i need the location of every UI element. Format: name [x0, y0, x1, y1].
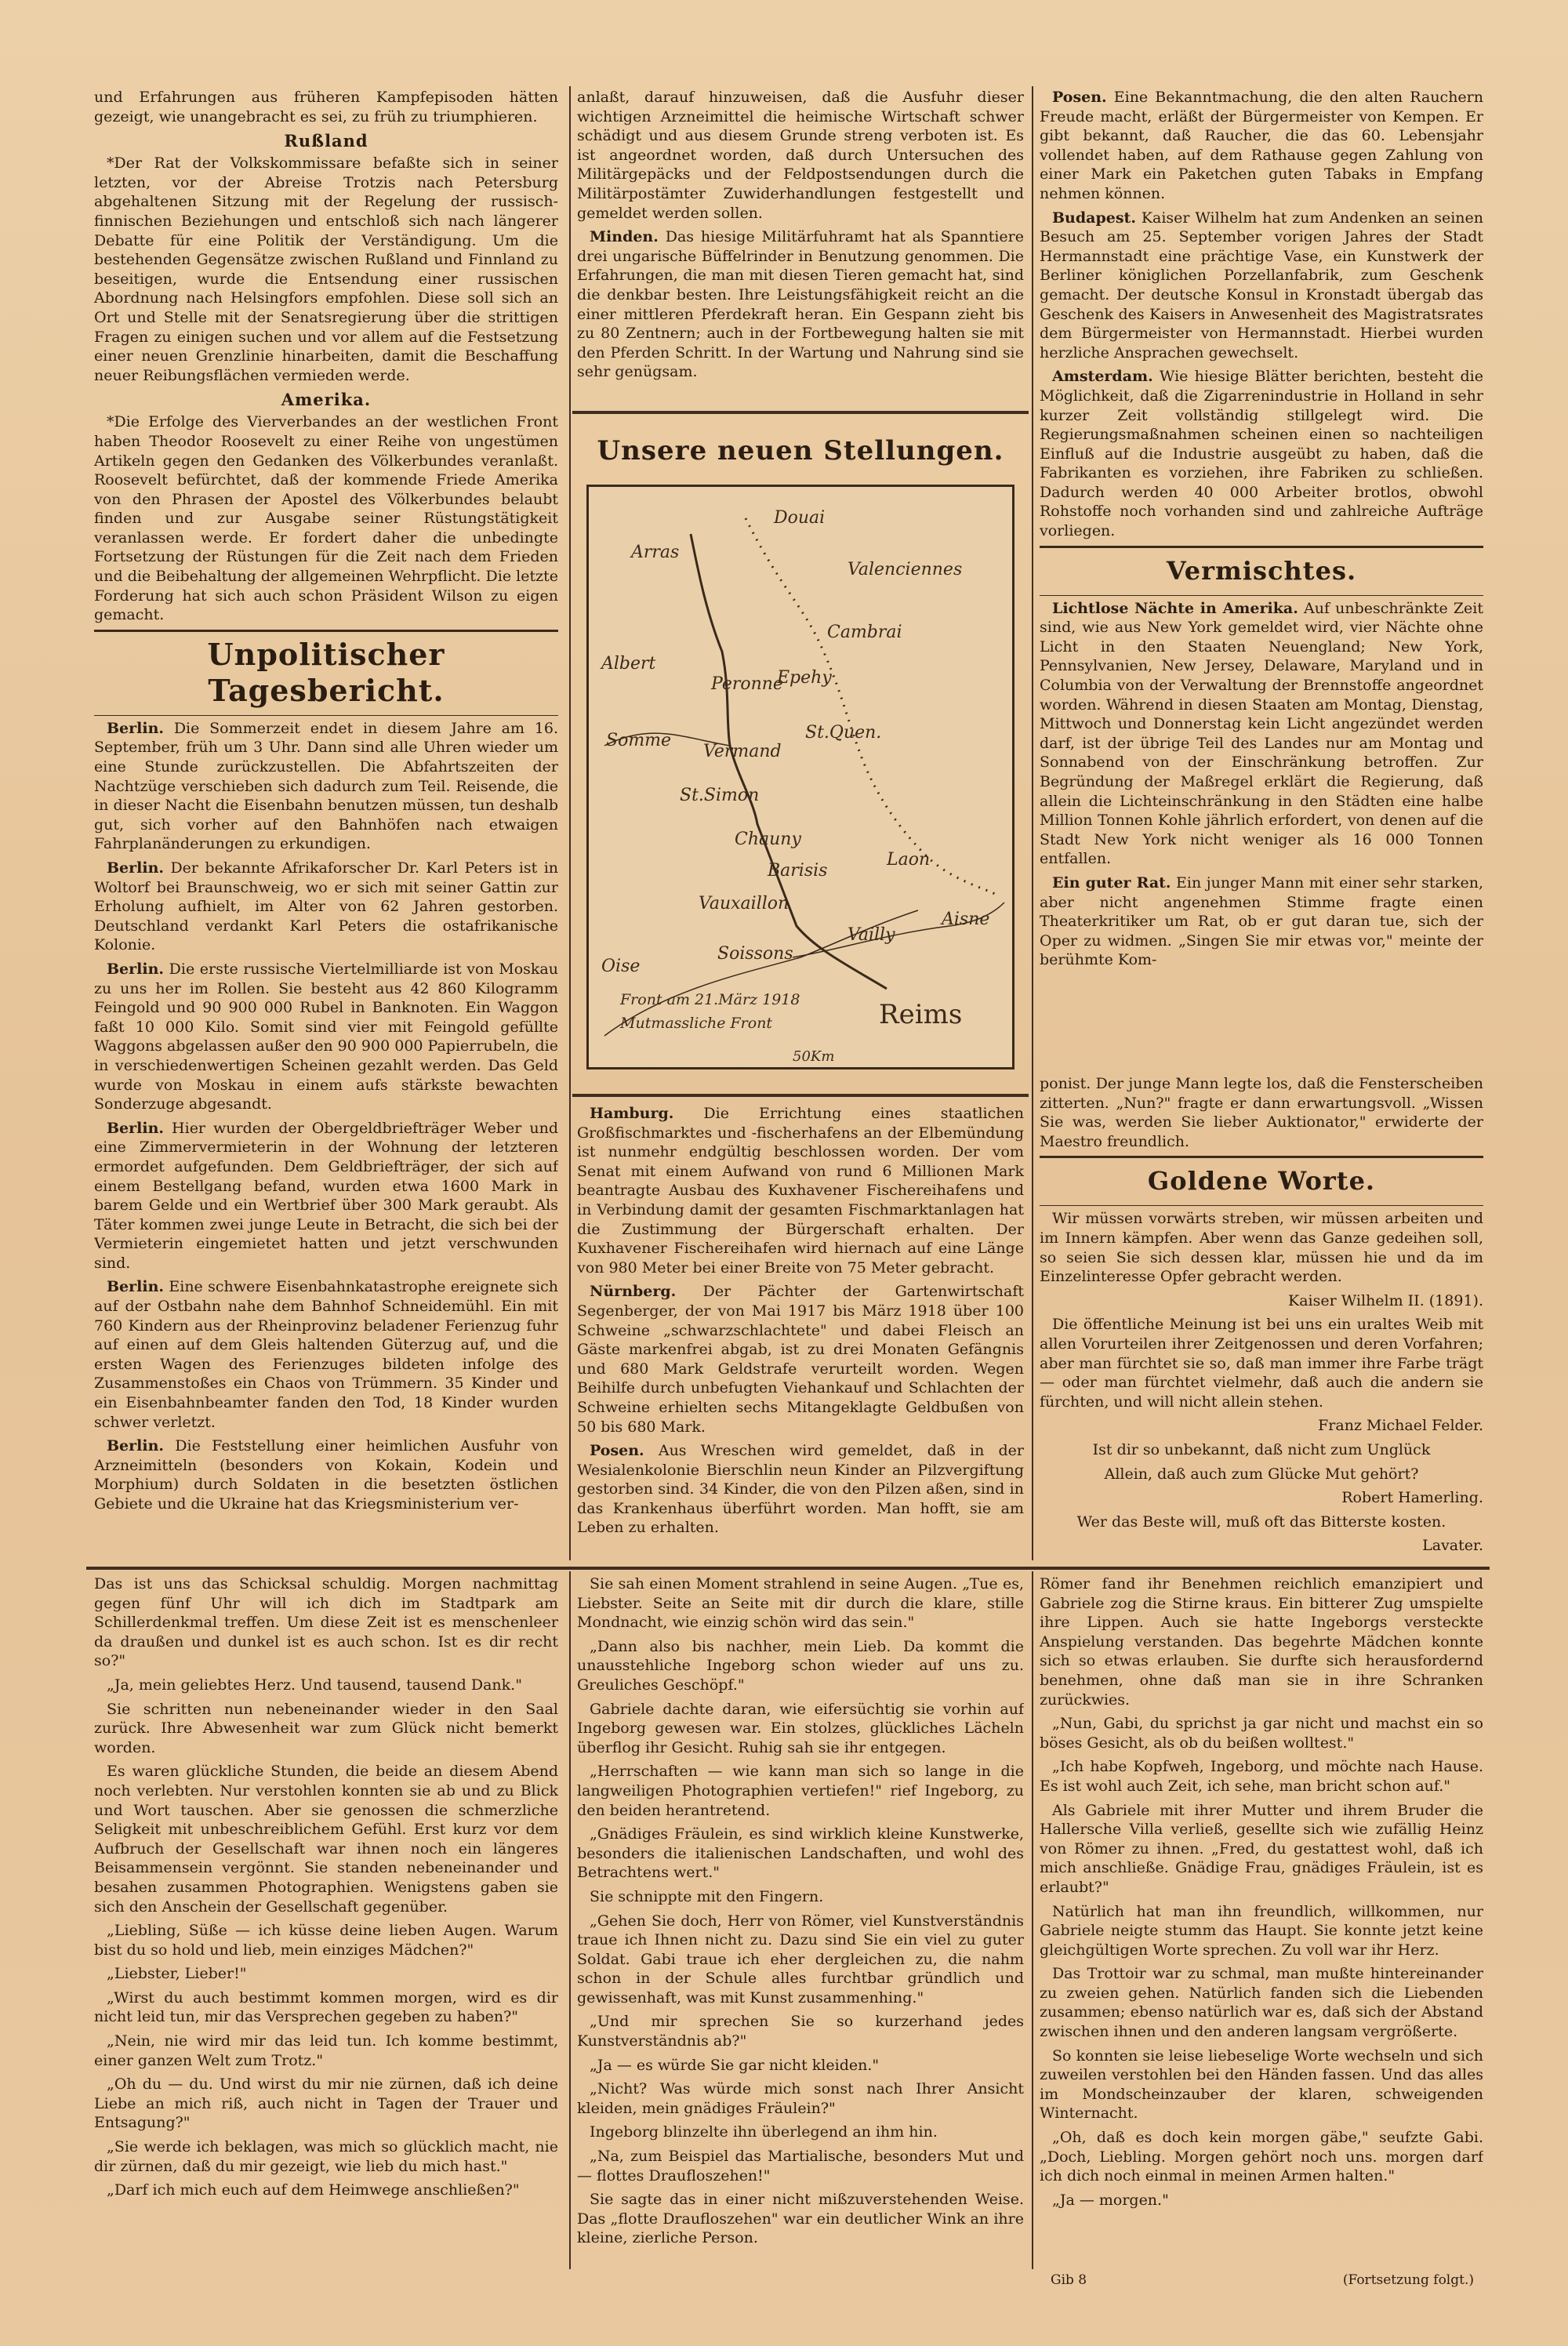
quote: Wir müssen vorwärts streben, wir müssen arbeiten und im Innern kämpfen. Aber wenn das Ganze gedeihen soll, so seien Sie sich dessen klar, müssen hie und da im Einzelinteresse Opfer gebracht werden.	[1040, 1210, 1483, 1286]
column-rule	[569, 1571, 571, 2269]
intro-paragraph: und Erfahrungen aus früheren Kampfepisoden hätten gezeigt, wie unangebracht es sei, zu früh zu triumphieren.	[94, 89, 558, 125]
rule	[94, 715, 558, 716]
novel-paragraph: „Dann also bis nachher, mein Lieb. Da kommt die unausstehliche Ingeborg schon wieder auf uns zu. Greuliches Geschöpf."	[577, 1637, 1024, 1694]
rule	[1040, 595, 1483, 596]
misc-continuation: ponist. Der junge Mann legte los, daß die Fensterscheiben zitterten. „Nun?" fragte er dann erwartungsvoll. „Wissen Sie was, werden Sie lieber Auktionator," erwiderte der Maestro freundlich.	[1040, 1075, 1483, 1150]
quote-author: Kaiser Wilhelm II. (1891).	[1288, 1291, 1483, 1309]
map-label-epehy: Epehy	[777, 668, 832, 688]
novel-paragraph: Sie schritten nun nebeneinander wieder in den Saal zurück. Ihre Abwesenheit war zum Glück nicht bemerkt worden.	[94, 1700, 558, 1756]
novel-paragraph: So konnten sie leise liebeselige Worte wechseln und sich zuweilen verstohlen bei den Händen fassen. Und das alles im Mondscheinzauber der klaren, schweigenden Winternacht.	[1040, 2046, 1483, 2123]
map-label-albert: Albert	[601, 654, 656, 674]
novel-paragraph: „Oh du — du. Und wirst du mir nie zürnen, daß ich deine Liebe an mich riß, auch nicht in Tagen der Trauer und Entsagung?"	[94, 2075, 558, 2132]
map-label-valenciennes: Valenciennes	[848, 560, 963, 579]
rule	[1040, 1205, 1483, 1206]
novel-paragraph: Es waren glückliche Stunden, die beide an diesem Abend noch verlebten. Nur verstohlen konnten sie ab und zu Blick und Wort tauschen. Aber sie genossen die schmerzliche Seligkeit mit unbeschreiblichem Gefühl. Erst kurz vor dem Aufbruch der Gesellschaft war ihnen noch ein längeres Beisammensein vergönnt. Sie standen nebeneinander und besahen zusammen Photographien. Wenigstens gaben sie sich den Anschein der Gesellschaft gegenüber.	[94, 1763, 558, 1916]
novel-paragraph: „Darf ich mich euch auf dem Heimwege anschließen?"	[107, 2181, 520, 2199]
map-rule	[572, 1094, 1029, 1097]
verse-line: Allein, daß auch zum Glücke Mut gehört?	[1104, 1465, 1419, 1483]
novel-column-1	[94, 1574, 558, 2268]
quote: Die öffentliche Meinung ist bei uns ein uraltes Weib mit allen Vorurteilen ihrer Zeitgenossen und deren Vorfahren; aber man fürchtet sie so, daß man immer ihre Farbe trägt — oder man fürchtet vielmehr, daß auch die andern sie fürchten, und will nicht allein stehen.	[1040, 1316, 1483, 1411]
novel-footer	[1051, 2272, 1474, 2288]
novel-paragraph: „Herrschaften — wie kann man sich so lange in die langweiligen Photographien vertiefen!" rief Ingeborg, zu den beiden herantretend.	[577, 1763, 1024, 1819]
continuation-note: (Fortsetzung folgt.)	[1342, 2272, 1474, 2288]
novel-paragraph: Ingeborg blinzelte ihn überlegend an ihm hin.	[590, 2123, 938, 2141]
news-item: Posen. Eine Bekanntmachung, die den alten Rauchern Freude macht, erläßt der Bürgermeister von Kempen. Er gibt bekannt, daß Raucher, die das 60. Lebensjahr vollendet haben, auf dem Rathause gegen Zahlung von einer Mark ein Paketchen guten Tabaks in Empfang nehmen können.	[1040, 89, 1483, 202]
heading-amerika: Amerika.	[281, 390, 372, 410]
news-item: Berlin. Eine schwere Eisenbahnkatastrophe ereignete sich auf der Ostbahn nahe dem Bahnhof Schneidemühl. Ein mit 760 Kindern aus der Rheinprovinz beladener Ferienzug fuhr auf einen auf dem Gleis haltenden Güterzug auf, und die ersten Wagen des Ferienzuges bildeten infolge des Zusammenstoßes ein Chaos von Trümmern. 35 Kinder und ein Eisenbahnbeamter fanden den Tod, 18 Kinder wurden schwer verletzt.	[94, 1278, 558, 1431]
novel-paragraph: Sie sah einen Moment strahlend in seine Augen. „Tue es, Liebster. Seite an Seite mit dir durch die klare, stille Mondnacht, wie einzig schön wird das sein."	[577, 1575, 1024, 1632]
map-legend-front: Front am 21.März 1918	[620, 991, 800, 1008]
column-rule	[1032, 1571, 1033, 2269]
novel-paragraph: Das Trottoir war zu schmal, man mußte hintereinander zu zweien gehen. Natürlich fanden sich die Liebenden zusammen; ebenso natürlich war es, daß sich der Abstand zwischen ihnen und den anderen langsam vergrößerte.	[1040, 1965, 1483, 2041]
map-frame	[586, 485, 1014, 1070]
map-label-vauxaillon: Vauxaillon	[699, 894, 789, 913]
signature-mark: Gib 8	[1051, 2272, 1087, 2288]
map-legend-probable: Mutmassliche Front	[620, 1015, 773, 1032]
map-label-peronne: Peronne	[711, 674, 783, 694]
news-item: Berlin. Die Sommerzeit endet in diesem Jahre am 16. September, früh um 3 Uhr. Dann sind alle Uhren wieder um eine Stunde zurückzustellen. Die Abfahrtszeiten der Nachtzüge verschieben sich dadurch zum Teil. Reisende, die in dieser Nacht die Eisenbahn benutzen müssen, tun deshalb gut, sich vorher auf den Bahnhöfen nach etwaigen Fahrplanänderungen zu erkundigen.	[94, 719, 558, 853]
novel-paragraph: „Oh, daß es doch kein morgen gäbe," seufzte Gabi. „Doch, Liebling. Morgen gehört noch uns. morgen darf ich dich noch einmal in meinen Armen halten."	[1040, 2129, 1483, 2185]
map-label-somme: Somme	[606, 731, 672, 750]
heading-vermischtes: Vermischtes.	[1166, 555, 1357, 586]
map-label-aisne: Aisne	[942, 910, 990, 929]
novel-paragraph: „Sie werde ich beklagen, was mich so glücklich macht, nie dir zürnen, daß du mir gezeigt, wie lieb du mich hast."	[94, 2138, 558, 2175]
novel-paragraph: Sie schnippte mit den Fingern.	[590, 1887, 824, 1905]
novel-paragraph: Das ist uns das Schicksal schuldig. Morgen nachmittag gegen fünf Uhr will ich dich im Stadtpark am Schillerdenkmal treffen. Um diese Zeit ist es menschenleer da draußen und dunkel ist es auch schon. Ist es dir recht so?"	[94, 1575, 558, 1670]
novel-paragraph: „Na, zum Beispiel das Martialische, besonders Mut und — flottes Draufloszehen!"	[577, 2148, 1024, 2184]
news-item: Posen. Aus Wreschen wird gemeldet, daß in der Wesialenkolonie Bierschlin neun Kinder an Pilzvergiftung gestorben sind. 34 Kinder, die von den Pilzen aßen, sind in das Krankenhaus überführt worden. Man hofft, sie am Leben zu erhalten.	[577, 1442, 1024, 1537]
quote-author: Lavater.	[1422, 1537, 1483, 1555]
verse-line: Ist dir so unbekannt, daß nicht zum Unglück	[1092, 1440, 1431, 1458]
news-item: Berlin. Hier wurden der Obergeldbriefträger Weber und eine Zimmervermieterin in der Wohnung der letzteren ermordet aufgefunden. Dem Geldbriefträger, der sich auf einem Bestellgang befand, wurden etwa 1600 Mark in barem Gelde und ein Wertbrief über 300 Mark geraubt. Als Täter kommen zwei junge Leute in Betracht, die sich bei der Vermieterin eingemietet hatten und jetzt verschwunden sind.	[94, 1119, 558, 1272]
news-item: Nürnberg. Der Pächter der Gartenwirtschaft Segenberger, der von Mai 1917 bis März 1918 über 100 Schweine „schwarzschlachtete" und dabei Fleisch an Gäste markenfrei abgab, ist zu drei Monaten Gefängnis und 680 Mark Geldstrafe verurteilt worden. Wegen Beihilfe durch unbefugten Viehankauf und Schlachten der Schweine erhielten sechs Mitangeklagte Geldbußen von 50 bis 680 Mark.	[577, 1283, 1024, 1436]
heading-russland: Rußland	[284, 131, 368, 151]
map-label-laon: Laon	[887, 850, 931, 870]
rule	[1040, 1156, 1483, 1158]
novel-paragraph: „Ja — es würde Sie gar nicht kleiden."	[590, 2056, 880, 2074]
novel-paragraph: „Nein, nie wird mir das leid tun. Ich komme bestimmt, einer ganzen Welt zum Trotz."	[94, 2032, 558, 2069]
map-label-vermand: Vermand	[703, 742, 782, 761]
column-1	[94, 88, 558, 1565]
column-rule	[569, 86, 571, 1560]
news-item: Hamburg. Die Errichtung eines staatlichen Großfischmarktes und -fischerhafens an der Elbemündung ist nunmehr endgültig beschlossen worden. Der vom Senat mit einem Aufwand von rund 6 Millionen Mark beantragte Ausbau des Kuxhavener Fischereihafens und in Verbindung damit der gesamten Fischmarktanlagen hat die Zustimmung der Bürgerschaft erhalten. Der Kuxhavener Fischereihafen wird hiernach auf eine Länge von 980 Meter bei einer Breite von 75 Meter gebracht.	[577, 1105, 1024, 1276]
novel-paragraph: „Nun, Gabi, du sprichst ja gar nicht und machst ein so böses Gesicht, als ob du beißen wolltest."	[1040, 1715, 1483, 1752]
rule	[94, 630, 558, 632]
map-label-chauny: Chauny	[735, 830, 801, 849]
map-drawing	[589, 487, 1012, 1067]
map-label-st-quentin: St.Quen.	[805, 723, 882, 743]
novel-paragraph: „Nicht? Was würde mich sonst nach Ihrer Ansicht kleiden, mein gnädiges Fräulein?"	[577, 2080, 1024, 2117]
column-2-top	[577, 88, 1024, 409]
novel-paragraph: Sie sagte das in einer nicht mißzuverstehenden Weise. Das „flotte Draufloszehen" war ein deutlicher Wink an ihre kleine, zierliche Person.	[577, 2191, 1024, 2247]
section-rule	[86, 1567, 1490, 1570]
novel-paragraph: „Wirst du auch bestimmt kommen morgen, wird es dir nicht leid tun, mir das Versprechen gegeben zu haben?"	[94, 1988, 558, 2026]
map-label-oise: Oise	[601, 957, 641, 976]
novel-paragraph: Natürlich hat man ihn freundlich, willkommen, nur Gabriele neigte stumm das Haupt. Sie konnte jetzt keine gleichgültigen Worte sprechen. Zu voll war ihr Herz.	[1040, 1902, 1483, 1959]
misc-item: Ein guter Rat. Ein junger Mann mit einer sehr starken, aber nicht angenehmen Stimme fragte einen Theaterkritiker um Rat, ob er gut daran tue, sich der Oper zu widmen. „Singen Sie mir etwas vor," meinte der berühmte Kom-	[1040, 873, 1483, 969]
map-label-st-simon: St.Simon	[680, 786, 760, 805]
map-label-barisis: Barisis	[768, 861, 828, 881]
quote-author: Franz Michael Felder.	[1318, 1417, 1483, 1435]
column-3-lower	[1040, 1074, 1483, 1565]
continuation-paragraph: anlaßt, darauf hinzuweisen, daß die Ausfuhr dieser wichtigen Arzneimittel die heimische Wirtschaft schwer schädigt und aus diesem Grunde streng verboten ist. Es ist angeordnet worden, daß durch Untersuchen des Militärgepäcks und der Feldpostsendungen durch die Militärpostämter Zuwiderhandlungen festgestellt und gemeldet werden sollen.	[577, 89, 1024, 222]
news-item: Budapest. Kaiser Wilhelm hat zum Andenken an seinen Besuch am 25. September vorigen Jahres der Stadt Hermannstadt eine prächtige Vase, ein Kunstwerk der Berliner königlichen Porzellanfabrik, zum Geschenk gemacht. Der deutsche Konsul in Kronstadt übergab das Geschenk des Kaisers in Anwesenheit des Magistratsrates dem Bürgermeister von Hermannstadt. Hierbei wurden herzliche Ansprachen gewechselt.	[1040, 209, 1483, 361]
front-line	[691, 534, 887, 989]
novel-paragraph: „Gehen Sie doch, Herr von Römer, viel Kunstverständnis traue ich Ihnen nicht zu. Dazu sind Sie ein viel zu guter Soldat. Gabi traue ich eher dergleichen zu, die nahm schon in der Schule alles furchtbar gründlich und gewissenhaft, was mit Kunst zusammenhing."	[577, 1912, 1024, 2006]
map-label-reims: Reims	[879, 999, 963, 1030]
map-title: Unsere neuen Stellungen.	[597, 435, 1004, 467]
column-2-bottom	[577, 1104, 1024, 1562]
quote-author: Robert Hamerling.	[1341, 1489, 1483, 1507]
quote: Wer das Beste will, muß oft das Bitterste kosten.	[1076, 1513, 1446, 1531]
heading-unpolitischer-tagesbericht: Unpolitischer Tagesbericht.	[207, 636, 445, 708]
news-item: Berlin. Der bekannte Afrikaforscher Dr. Karl Peters ist in Woltorf bei Braunschweig, wo er sich mit seiner Gattin zur Erholung aufhielt, im Alter von 62 Jahren gestorben. Deutschland verdankt Karl Peters die ostafrikanische Kolonie.	[94, 859, 558, 954]
map-label-cambrai: Cambrai	[827, 623, 902, 642]
novel-paragraph: Römer fand ihr Benehmen reichlich emanzipiert und Gabriele zog die Stirne kraus. Ein bitterer Zug umspielte ihre Lippen. Auch sie hatte Ingeborgs versteckte Anspielung verstanden. Das begehrte Mädchen konnte sich so etwas erlauben. Sie durfte sich herausfordernd benehmen, ohne daß man sie in ihre Schranken zurückwies.	[1040, 1575, 1483, 1709]
novel-paragraph: „Liebling, Süße — ich küsse deine lieben Augen. Warum bist du so hold und lieb, mein einziges Mädchen?"	[94, 1922, 558, 1959]
amerika-paragraph: *Die Erfolge des Vierverbandes an der westlichen Front haben Theodor Roosevelt zu einer Reihe von ungestümen Artikeln gegen den Gedanken des Völkerbundes veranlaßt. Roosevelt befürchtet, daß der kommende Friede Amerika von den Phrasen der Apostel des Völkerbundes belaubt finden und zur Ausgabe seiner Rüstungstätigkeit veranlassen werde. Er fordert daher die unbedingte Fortsetzung der Rüstungen für die Zeit nach dem Frieden und die Beibehaltung der allgemeinen Wehrpflicht. Die letzte Forderung hat sich auch schon Präsident Wilson zu eigen gemacht.	[94, 413, 558, 624]
novel-paragraph: „Ich habe Kopfweh, Ingeborg, und möchte nach Hause. Es ist wohl auch Zeit, ich sehe, man bricht schon auf."	[1040, 1758, 1483, 1795]
map-rule	[572, 411, 1029, 414]
novel-paragraph: „Liebster, Lieber!"	[107, 1965, 247, 1983]
map-scale: 50Km	[793, 1048, 835, 1065]
map-label-douai: Douai	[774, 508, 826, 528]
novel-paragraph: „Gnädiges Fräulein, es sind wirklich kleine Kunstwerke, besonders die italienischen Landschaften, und wohl des Betrachtens wert."	[577, 1825, 1024, 1882]
novel-column-3	[1040, 1574, 1483, 2268]
misc-item: Lichtlose Nächte in Amerika. Auf unbeschränkte Zeit sind, wie aus New York gemeldet wird, vier Nächte ohne Licht in den Staaten Neuengland; New York, Pennsylvanien, New Jersey, Delaware, Maryland und in Columbia von der Verwaltung der Brennstoffe angeordnet worden. Während in diesen Staaten am Montag, Dienstag, Mittwoch und Donnerstag kein Licht angezündet werden darf, ist der übrige Teil des Landes nur am Montag und Sonnabend von der Einschränkung betroffen. Zur Begründung der Maßregel erklärt die Regierung, daß allein die Lichteinschränkung in den Städten eine halbe Million Tonnen Kohle jährlich erfordert, von denen auf die Stadt New York nicht weniger als 16 000 Tonnen entfallen.	[1040, 599, 1483, 868]
russland-paragraph: *Der Rat der Volkskommissare befaßte sich in seiner letzten, vor der Abreise Trotzis nach Petersburg abgehaltenen Sitzung mit der Regelung der russisch-finnischen Beziehungen und entschloß sich nach längerer Debatte für eine Politik der Verständigung. Um die bestehenden Gegensätze zwischen Rußland und Finnland zu beseitigen, wurde die Entsendung einer russischen Abordnung nach Helsingfors empfohlen. Diese soll sich an Ort und Stelle mit der Senatsregierung über die strittigen Fragen zu einigen suchen und vor allem auf die Festsetzung einer neuen Grenzlinie hinarbeiten, damit die Beschaffung neuer Reibungsflächen vermieden werde.	[94, 154, 558, 384]
heading-goldene-worte: Goldene Worte.	[1147, 1166, 1376, 1197]
map-figure	[579, 461, 1112, 1066]
news-item: Berlin. Die Feststellung einer heimlichen Ausfuhr von Arzneimitteln (besonders von Kokain, Kodein und Morphium) durch Soldaten in die besetzten östlichen Gebiete und die Ukraine hat das Kriegsministerium ver-	[94, 1437, 558, 1513]
news-item: Minden. Das hiesige Militärfuhramt hat als Spanntiere drei ungarische Büffelrinder in Benutzung genommen. Die Erfahrungen, die man mit diesen Tieren gemacht hat, sind die denkbar besten. Ihre Leistungsfähigkeit reicht an die einer mittleren Pferdekraft heran. Ein Gespann zieht bis zu 80 Zentnern; auch in der Fortbewegung halten sie mit den Pferden Schritt. In der Wartung und Nahrung sind sie sehr genügsam.	[577, 228, 1024, 381]
map-label-arras: Arras	[631, 543, 680, 562]
map-label-vailly: Vailly	[848, 925, 895, 945]
novel-paragraph: „Ja, mein geliebtes Herz. Und tausend, tausend Dank."	[107, 1676, 522, 1694]
rule	[1040, 546, 1483, 548]
novel-paragraph: Als Gabriele mit ihrer Mutter und ihrem Bruder die Hallersche Villa verließ, gesellte sich wie zufällig Heinz von Römer zu ihnen. „Fred, du gestattest wohl, daß ich mich anschließe. Gnädige Frau, gnädiges Fräulein, ist es erlaubt?"	[1040, 1801, 1483, 1896]
novel-paragraph: Gabriele dachte daran, wie eifersüchtig sie vorhin auf Ingeborg gewesen war. Ein stolzes, glückliches Lächeln überflog ihr Gesicht. Ruhig sah sie ihr entgegen.	[577, 1700, 1024, 1756]
novel-column-2	[577, 1574, 1024, 2268]
news-item: Amsterdam. Wie hiesige Blätter berichten, besteht die Möglichkeit, daß die Zigarrenindustrie in Holland in sehr kurzer Zeit vollständig stillgelegt wird. Die Regierungsmaßnahmen scheinen einen so nachteiligen Einfluß auf die Industrie ausgeübt zu haben, daß die Fabrikanten es vorziehen, ihre Fabriken zu schließen. Dadurch werden 40 000 Arbeiter brotlos, obwohl Rohstoffe noch vorhanden sind und zahlreiche Aufträge vorliegen.	[1040, 368, 1483, 540]
novel-paragraph: „Und mir sprechen Sie so kurzerhand jedes Kunstverständnis ab?"	[577, 2013, 1024, 2050]
novel-paragraph: „Ja — morgen."	[1052, 2191, 1169, 2209]
news-item: Berlin. Die erste russische Viertelmilliarde ist von Moskau zu uns her im Rollen. Sie besteht aus 42 860 Kilogramm Feingold und 90 900 000 Rubel in Banknoten. Ein Waggon faßt 10 000 Kilo. Somit sind vier mit Feingold gefüllte Waggons abgelassen außer den 90 900 000 Papierrubeln, die in verschiedenwertigen Scheinen gezahlt werden. Das Geld wurde von Moskau in einem aufs stärkste bewachten Sonderzuge abgesandt.	[94, 960, 558, 1113]
map-label-soissons: Soissons	[717, 944, 793, 964]
